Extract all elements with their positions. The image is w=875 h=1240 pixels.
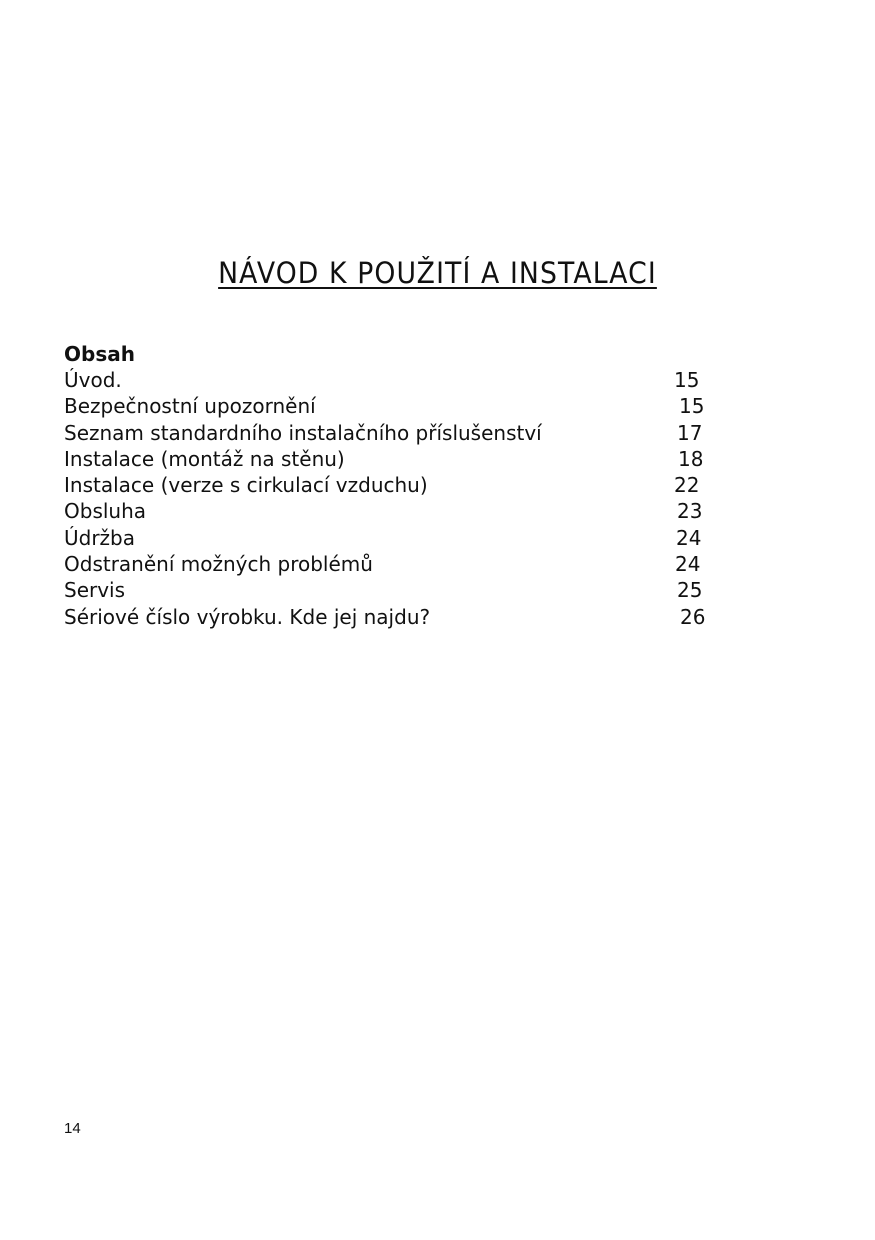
toc-entry-label: Úvod.: [64, 368, 122, 392]
toc-entry-label: Obsluha: [64, 499, 147, 524]
toc-entry: [64, 367, 724, 393]
toc-entry-page: 25: [677, 578, 703, 603]
toc-entry-label: Instalace (verze s cirkulací vzduchu): [64, 473, 428, 498]
toc-entry-page: 24: [676, 525, 702, 550]
toc-entry-page: 26: [680, 604, 706, 629]
toc-entry: [64, 446, 724, 472]
toc-entry-label: Seznam standardního instalačního příslušenství: [64, 420, 542, 445]
toc-entry-page: 23: [677, 499, 703, 524]
toc-heading: Obsah: [64, 342, 135, 366]
toc-entry: [64, 551, 724, 577]
toc-entry-label: Servis: [64, 578, 126, 603]
toc-entry-page: 17: [677, 420, 703, 445]
toc-entry-label: Odstranění možných problémů: [64, 552, 373, 577]
toc-entry-page: 24: [675, 552, 701, 577]
toc-entry: [64, 577, 724, 603]
table-of-contents: [64, 341, 724, 630]
toc-entry: [64, 393, 724, 419]
toc-entry: [64, 498, 724, 524]
page-number: 14: [64, 1120, 81, 1137]
toc-entry-page: 22: [674, 473, 700, 498]
toc-entry-label: Údržba: [64, 525, 136, 550]
document-title: NÁVOD K POUŽITÍ A INSTALACI: [218, 256, 657, 290]
toc-entry: [64, 472, 724, 498]
toc-entry-label: Bezpečnostní upozornění: [64, 394, 316, 419]
toc-entry: [64, 525, 724, 551]
toc-entry: [64, 604, 724, 630]
toc-entry-label: Instalace (montáž na stěnu): [64, 446, 345, 471]
toc-entry-page: 15: [674, 368, 700, 392]
toc-entry-page: 15: [679, 394, 705, 419]
toc-entry: [64, 420, 724, 446]
toc-entry-page: 18: [678, 446, 704, 471]
toc-entry-label: Sériové číslo výrobku. Kde jej najdu?: [64, 604, 431, 629]
